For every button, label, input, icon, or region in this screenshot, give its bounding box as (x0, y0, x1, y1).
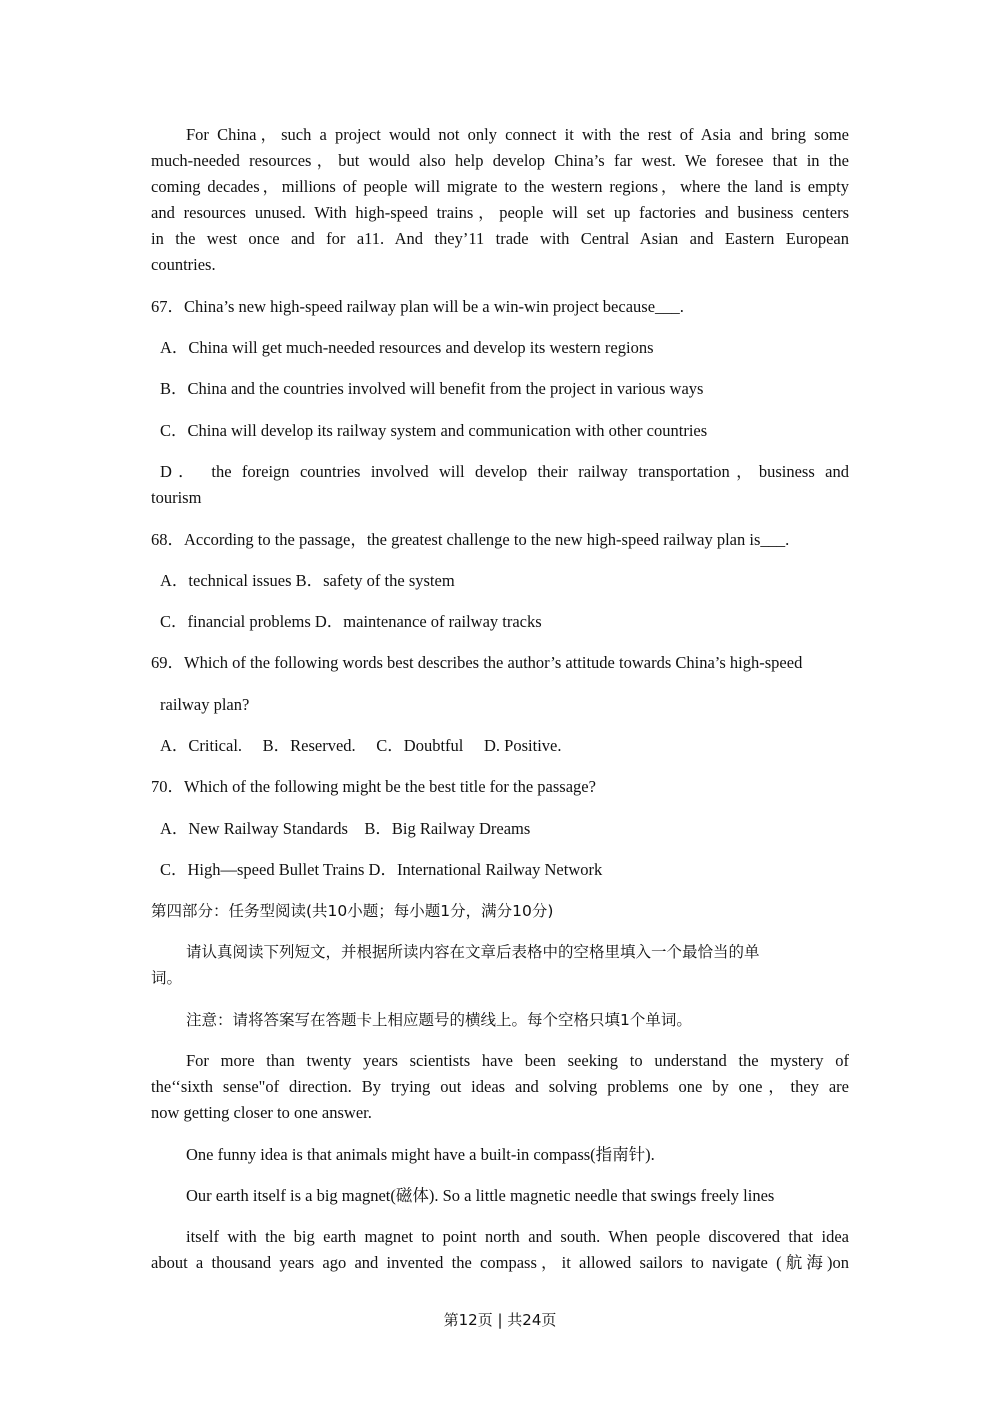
passage-line: coming decades，millions of people will migrate to the western regions，where the land is empty (151, 177, 849, 196)
question-70-options-ab: A．New Railway Standards B．Big Railway Dreams (160, 819, 531, 838)
question-69-stem: 69．Which of the following words best describes the author’s attitude towards China’s high-speed (151, 653, 803, 672)
passage2-line: Our earth itself is a big magnet(磁体). So a little magnetic needle that swings freely lines (186, 1186, 775, 1205)
question-67-option-d: D． the foreign countries involved will develop their railway transportation，business and (160, 462, 849, 481)
question-67-option-b: B．China and the countries involved will benefit from the project in various ways (160, 379, 704, 398)
passage-line: For China，such a project would not only connect it with the rest of Asia and bring some (186, 125, 849, 144)
question-68-stem: 68．According to the passage，the greatest challenge to the new high-speed railway plan is___. (151, 530, 790, 549)
question-70-stem: 70．Which of the following might be the best title for the passage? (151, 777, 596, 796)
passage-line: and resources unused. With high-speed trains，people will set up factories and business centers (151, 203, 849, 222)
question-69-stem-cont: railway plan? (160, 695, 250, 714)
passage-line: much-needed resources，but would also help develop China’s far west. We foresee that in the (151, 151, 849, 170)
section-instruction-cont: 词。 (151, 969, 183, 987)
passage2-line: One funny idea is that animals might have a built-in compass(指南针). (186, 1145, 655, 1164)
question-67-option-a: A．China will get much-needed resources and develop its western regions (160, 338, 654, 357)
question-67-stem: 67．China’s new high-speed railway plan will be a win-win project because___. (151, 297, 684, 316)
page-footer: 第12页 | 共24页 (443, 1311, 557, 1329)
passage2-line: the‘‘sixth sense"of direction. By trying out ideas and solving problems one by one，they are (151, 1077, 849, 1096)
question-68-options-ab: A．technical issues B．safety of the system (160, 571, 455, 590)
section-heading: 第四部分：任务型阅读(共10小题；每小题1分，满分10分) (151, 902, 554, 920)
passage2-line: itself with the big earth magnet to point north and south. When people discovered that idea (186, 1227, 849, 1246)
question-68-options-cd: C．financial problems D．maintenance of railway tracks (160, 612, 542, 631)
section-instruction: 请认真阅读下列短文，并根据所读内容在文章后表格中的空格里填入一个最恰当的单 (186, 943, 760, 961)
question-70-options-cd: C．High—speed Bullet Trains D．International Railway Network (160, 860, 603, 879)
question-67-option-c: C．China will develop its railway system and communication with other countries (160, 421, 708, 440)
passage2-line: about a thousand years ago and invented the compass，it allowed sailors to navigate (航海)on (151, 1253, 849, 1272)
question-69-options: A．Critical. B．Reserved. C．Doubtful D. Positive. (160, 736, 562, 755)
passage-line: countries. (151, 255, 216, 274)
section-note: 注意：请将答案写在答题卡上相应题号的横线上。每个空格只填1个单词。 (186, 1011, 692, 1029)
question-67-option-d-cont: tourism (151, 488, 202, 507)
passage-line: in the west once and for a11. And they’11 trade with Central Asian and Eastern European (151, 229, 849, 248)
passage2-line: For more than twenty years scientists have been seeking to understand the mystery of (186, 1051, 849, 1070)
passage2-line: now getting closer to one answer. (151, 1103, 372, 1122)
